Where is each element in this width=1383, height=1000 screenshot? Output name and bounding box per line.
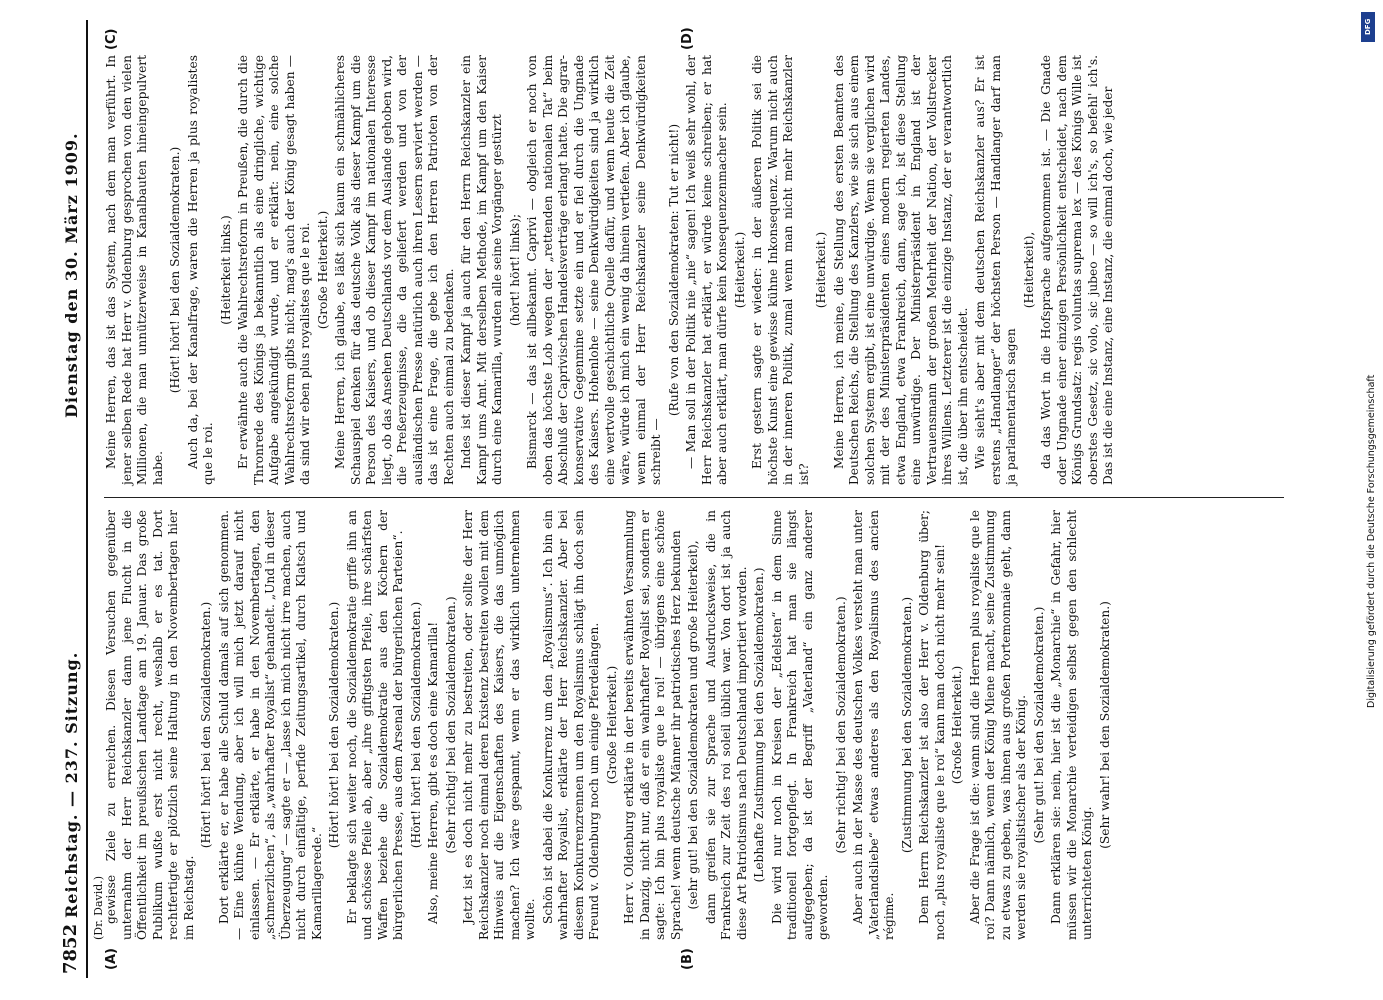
column-divider: [104, 497, 1284, 498]
paragraph: Dann erklären sie: nein, hier ist die „Monarchie“ in Gefahr, hier müssen wir die Monarchie verteidigen selbst gegen den schlecht unterrichteten König.: [1049, 510, 1094, 940]
interjection: (Zustimmung bei den Sozialdemokraten.): [899, 596, 914, 854]
paragraph: Die wird nur noch in Kreisen der „Edelsten“ in dem Sinne traditionell fortgepflegt. In Frankreich hat man sie längst aufgegeben; da ist der Begriff „Vaterland“ ein ganz anderer geworden.: [769, 510, 830, 940]
interjection: (Große Heiterkeit.): [315, 210, 330, 330]
interjection: (Hört! hört! bei den Sozialdemokraten.): [168, 146, 182, 394]
paragraph: Bismarck — das ist allbekannt. Caprivi — obgleich er noch von oben das höchste Lob wegen der „rettenden nationalen Tat“ beim Abschluß der Caprivischen Handelsverträge erlangt hatte. Die agrar-konservative Gegenmine setzte ein und er fiel durch die Ungnade des Kaisers. Hohenlohe — seine Denkwürdigkeiten sind ja wirklich eine wertvolle geschichtliche Quelle dafür, und wenn heute die Zeit wäre, würde ich mich ein wenig da hinein vertiefen. Aber ich glaube, wenn einmal der Herr Reichskanzler seine Denkwürdigkeiten schreibt —: [525, 55, 663, 485]
interjection: (Hört! hört! bei den Sozialdemokraten.): [199, 601, 213, 849]
paragraph: Dort erklärte er, er habe alle Schuld damals auf sich genommen. — Eine kühne Wendung, aber ich will mich jetzt darauf nicht einlassen. — Er erklärte, er habe in den Novembertagen, den „schmerzlichen“, als „wahrhafter Royalist“ gehandelt. „Und in dieser Überzeugung“ — sagte er — „lasse ich mich nicht irre machen, auch nicht durch einfältige, perfide Zeitungsartikel, durch Klatsch und Kamarillagerede.“: [216, 510, 324, 940]
paragraph: Wie sieht's aber mit dem deutschen Reichskanzler aus? Er ist erstens „Handlanger“ der höchsten Person — Handlanger darf man ja parlamentarisch sagen: [973, 55, 1018, 485]
paragraph: Herr v. Oldenburg erklärte in der bereits erwähnten Versammlung in Danzig, nicht nur, daß er ein wahrhafter Royalist sei, sondern er sagte: Ich bin plus royaliste que le roi! — übrigens eine schöne Sprache! wenn deutsche Männer ihr patriotisches Herz bekunden: [622, 510, 683, 940]
header-session-title: Reichstag. — 237. Sitzung.: [62, 651, 81, 918]
interjection: (Heiterkeit.): [814, 231, 828, 309]
text-column-right: [104, 55, 1284, 485]
text-column-left: [104, 510, 1284, 940]
interjection: (Hört! hört! bei den Sozialdemokraten.): [408, 601, 423, 849]
paragraph: Auch da, bei der Kanalfrage, waren die Herren ja plus royalistes que le roi.: [185, 55, 215, 485]
dfg-logo: DFG: [1361, 12, 1375, 42]
interjection: (Rufe von den Sozialdemokraten: Tut er nicht!): [666, 123, 681, 417]
paragraph: Er beklagte sich weiter noch, die Sozialdemokratie griffe ihn an und schösse Pfeile ab, aber „ihre giftigsten Pfeile, ihre schärfsten Waffen beziehe die Sozialdemokratie aus den Köchern der bürgerlichen Presse, aus dem Arsenal der bürgerlichen Parteien“.: [344, 510, 405, 940]
speaker-label: (Dr. David.): [92, 875, 105, 940]
margin-mark-c: (C): [104, 28, 119, 50]
paragraph: Erst gestern sagte er wieder: in der äußeren Politik sei die höchste Kunst eine gewisse kühne Inkonsequenz. Warum nicht auch in der inneren Politik, zumal wenn man nicht mehr Reichskanzler ist?: [750, 55, 811, 485]
paragraph: Schön ist dabei die Konkurrenz um den „Royalismus“. Ich bin ein wahrhafter Royalist, erklärte der Herr Reichskanzler. Aber bei diesem Konkurrenzrennen um den Royalismus schlägt ihn doch sein Freund v. Oldenburg noch um einige Pferdelängen.: [540, 510, 601, 940]
paragraph: Jetzt ist es doch nicht mehr zu bestreiten, oder sollte der Herr Reichskanzler noch einmal deren Existenz bestreiten wollen mit dem Hinweis auf die Eigenschaften des Kaisers, die das unmöglich machen? Ich wäre gespannt, wenn er das wirklich unternehmen wollte.: [461, 510, 537, 940]
paragraph: dann greifen sie zur Sprache und Ausdrucksweise, die in Frankreich zur Zeit des roi soleil üblich war. Von dort ist ja auch diese Art Patriotismus nach Deutschland importiert worden.: [703, 510, 749, 940]
paragraph: Indes ist dieser Kampf ja auch für den Herrn Reichskanzler ein Kampf ums Amt. Mit derselben Methode, im Kampf um den Kaiser durch eine Kamarilla, wurden alle seine Vorgänger gestürzt: [459, 55, 504, 485]
margin-mark-b: (B): [680, 948, 695, 970]
digitization-credit: Digitalisierung gefördert durch die Deutsche Forschungsgemeinschaft: [1366, 374, 1377, 708]
page-header: [58, 20, 88, 978]
paragraph: Aber auch in der Masse des deutschen Volkes versteht man unter „Vaterlandsliebe“ etwas anderes als den Royalismus des ancien régime.: [851, 510, 896, 940]
interjection: (Große Heiterkeit.): [604, 665, 619, 785]
interjection: (hört! hört! links);: [507, 213, 522, 327]
paragraph: Dem Herrn Reichskanzler ist also der Herr v. Oldenburg über; noch „plus royaliste que le roi“ kann man doch nicht mehr sein!: [917, 510, 947, 940]
paragraph: Meine Herren, ich meine, die Stellung des ersten Beamten des Deutschen Reichs, die Stellung des Kanzlers, wie sie sich aus einem solchen System ergibt, ist eine unwürdige. Wenn sie verglichen wird mit der des Ministerpräsidenten eines modern regierten Landes, etwa England, etwa Frankreich, dann, sage ich, ist diese Stellung eine unwürdige. Der Ministerpräsident in England ist der Vertrauensmann der großen Mehrheit der Nation, der Vollstrecker ihres Willens. Letzterer ist die einzige Instanz, der er verantwortlich ist, die über ihn entscheidet.: [831, 55, 970, 485]
margin-mark-d: (D): [680, 27, 695, 50]
paragraph: — Man soll in der Politik nie „nie“ sagen! Ich weiß sehr wohl, der Herr Reichskanzler hat erklärt, er würde keine schreiben; er hat aber auch erklärt, man dürfe kein Konsequenzenmacher sein.: [684, 55, 729, 485]
paragraph: gewisse Ziele zu erreichen. Diesen Versuchen gegenüber unternahm der Herr Reichskanzler dann jene Flucht in die Öffentlichkeit im preußischen Landtage am 19. Januar. Das große Publikum wußte erst nicht recht, weshalb er es tat. Dort rechtfertigte er plötzlich seine Haltung in den Novembertagen hier im Reichstag.: [104, 510, 196, 940]
interjection: (Heiterkeit links.): [218, 215, 233, 325]
page-number: 7852: [60, 923, 81, 974]
interjection: (Lebhafte Zustimmung bei den Sozialdemokraten.): [752, 567, 766, 883]
paragraph: Meine Herren, das ist das System, nach dem man verführt. In jener selben Rede hat Herr v. Oldenburg gesprochen von den vielen Millionen, die man unnützerweise in Kanalbauten hineingepulvert habe.: [104, 55, 165, 485]
paragraph: Aber die Frage ist die: wann sind die Herren plus royaliste que le roi? Dann nämlich, wenn der König Miene macht, seine Zustimmung zu etwas zu geben, was ihnen aus großen Portemonnaie geht, dann werden sie royalistischer als der König.: [967, 510, 1028, 940]
paragraph: Er erwähnte auch die Wahlrechtsreform in Preußen, die durch die Thronrede des Königs ja bekanntlich als eine dringliche, wichtige Aufgabe angekündigt wurde, und er erklärt: nein, eine solche Wahlrechtsreform gibts nicht; mag's auch der König gesagt haben — da sind wir eben plus royalistes que le roi.: [236, 55, 312, 485]
paragraph: da das Wort in die Hofsprache aufgenommen ist. — Die Gnade oder Ungnade einer einzigen Persönlichkeit entscheidet, nach dem Königs Grundsatz: regis voluntas suprema lex — des Königs Wille ist oberstes Gesetz, sic volo, sic jubeo — so will ich's, so befehl' ich's. Das ist die eine Instanz, eine Instanz, die einmal doch, wie jeder: [1039, 55, 1115, 485]
interjection: (Große Heiterkeit.): [950, 665, 964, 785]
interjection: (Heiterkeit),: [1021, 231, 1036, 309]
interjection: (Sehr richtig! bei den Sozialdemokraten.): [833, 596, 848, 854]
interjection: (sehr gut! bei den Sozialdemokraten und große Heiterkeit),: [686, 540, 700, 910]
interjection: (Heiterkeit.): [732, 231, 747, 309]
interjection: (Sehr wahr! bei den Sozialdemokraten.): [1097, 601, 1112, 849]
paragraph: Also, meine Herren, gibt es doch eine Kamarilla!: [426, 621, 440, 924]
interjection: (Sehr gut! bei den Sozialdemokraten.): [1031, 606, 1046, 844]
interjection: (Sehr richtig! bei den Sozialdemokraten.): [443, 596, 458, 854]
margin-mark-a: (A): [104, 948, 119, 970]
paragraph: Meine Herren, ich glaube, es läßt sich kaum ein schmählicheres Schauspiel denken für das deutsche Volk als dieser Kampf um die Person des Kaisers, und ob dieser Kampf im nationalen Interesse liegt, ob das Ansehen Deutschlands vor dem Auslande gehoben wird, die Preßerzeugnisse, die da geliefert werden und von der ausländischen Presse natürlich auch ihren Lesern serviert werden — das ist eine Frage, die gebe ich den Herren Patrioten von der Rechten auch einmal zu bedenken.: [333, 55, 456, 485]
interjection: (Hört! hört! bei den Sozialdemokraten.): [327, 601, 341, 849]
header-date: Dienstag den 30. März 1909.: [62, 132, 81, 418]
